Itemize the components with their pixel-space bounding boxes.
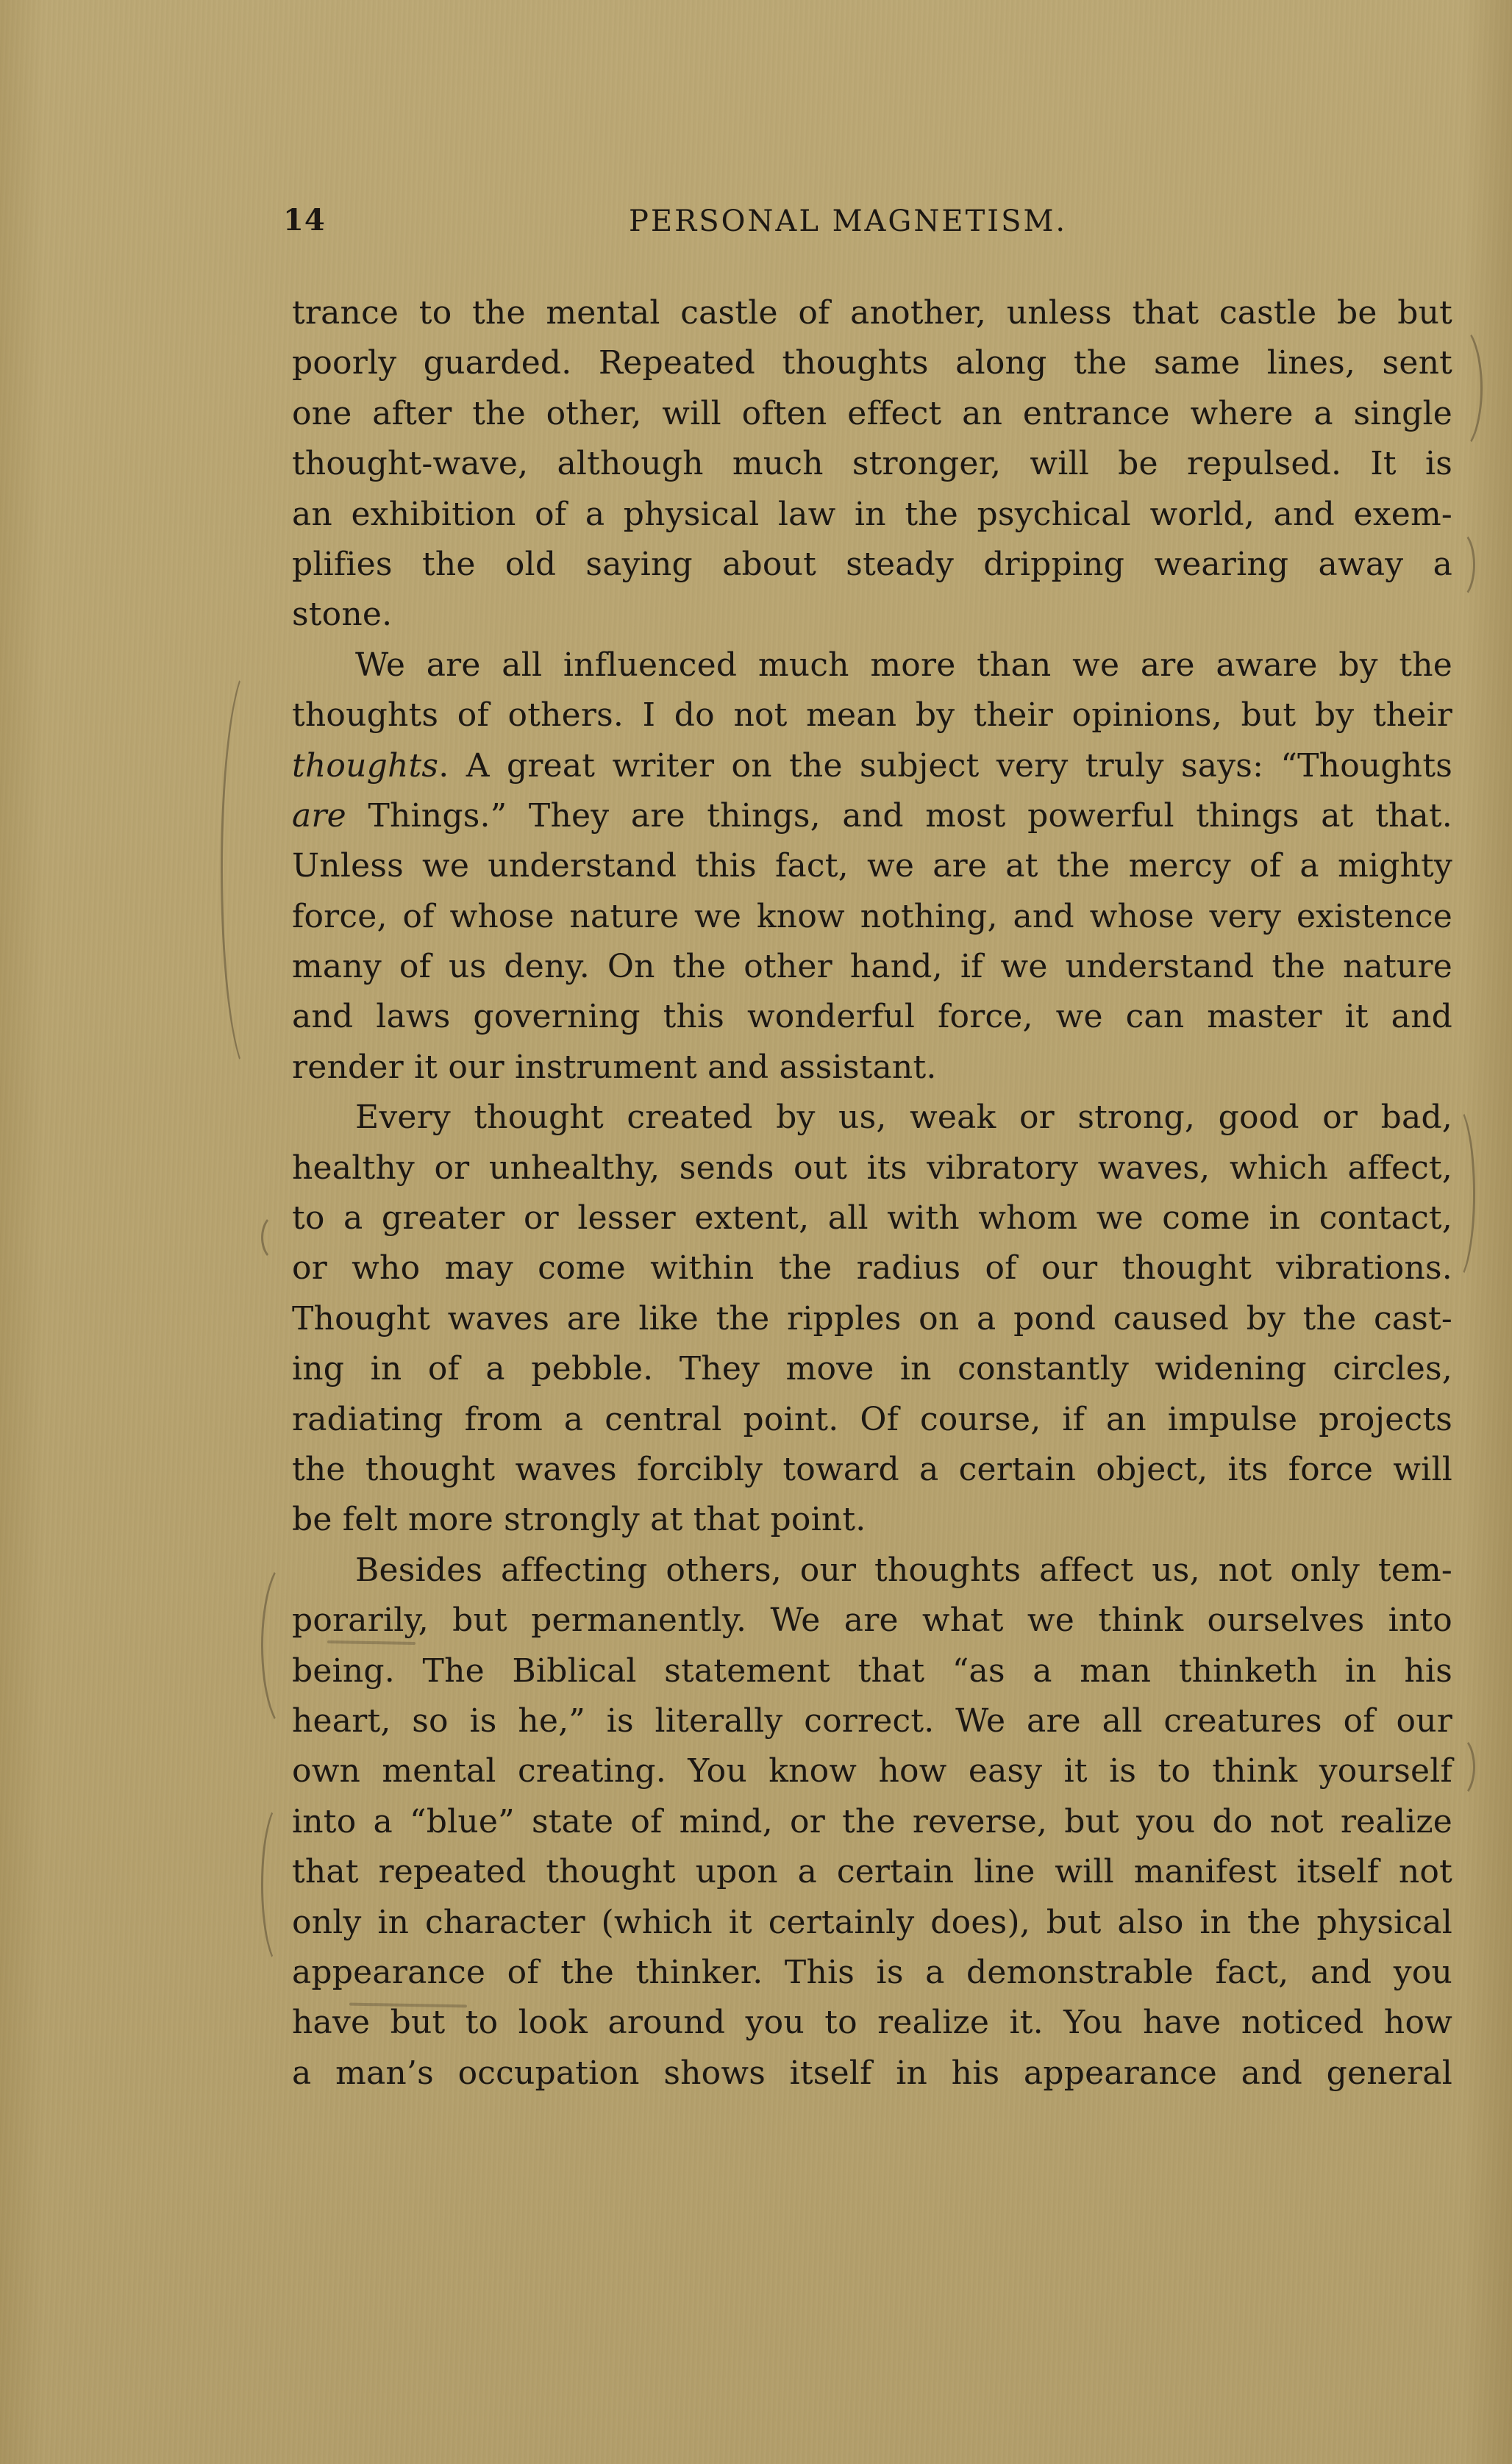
text-line: and laws governing this wonderful force, we can master it and (292, 998, 1452, 1036)
text-line: thought-wave, although much stronger, will be repulsed. It is (292, 445, 1452, 483)
text-line: radiating from a central point. Of course, if an impulse projects (292, 1400, 1452, 1438)
text-line: porarily, but permanently. We are what we think ourselves into (292, 1601, 1452, 1640)
text-line: healthy or unhealthy, sends out its vibratory waves, which affect, (292, 1149, 1452, 1187)
text-line: appearance of the thinker. This is a demonstrable fact, and you (292, 1953, 1452, 1991)
text-line: Every thought created by us, weak or strong, good or bad, (355, 1099, 1452, 1137)
text-line: trance to the mental castle of another, unless that castle be but (292, 294, 1452, 332)
italic-emphasis: thoughts (292, 746, 439, 785)
paragraph-4 (292, 1546, 1452, 2099)
text-line: many of us deny. On the other hand, if we understand the nature (292, 948, 1452, 986)
text-line: Thought waves are like the ripples on a pond caused by the cast- (292, 1299, 1452, 1338)
running-title: PERSONAL MAGNETISM. (629, 204, 1068, 238)
text-line: stone. (292, 596, 393, 634)
running-head (283, 203, 1452, 247)
text-line: ing in of a pebble. They move in constantly widening circles, (292, 1350, 1452, 1388)
text-line: or who may come within the radius of our thought vibrations. (292, 1249, 1452, 1288)
body-text (292, 288, 1452, 2099)
text-line: a man’s occupation shows itself in his appearance and general (292, 2054, 1452, 2092)
text-line: own mental creating. You know how easy it is to think yourself (292, 1752, 1452, 1790)
text-line: only in character (which it certainly does), but also in the physical (292, 1903, 1452, 1941)
text-line: render it our instrument and assistant. (292, 1048, 937, 1086)
text-line: be felt more strongly at that point. (292, 1501, 866, 1539)
text-line-with-italic: are Things.” They are things, and most powerful things at that. (292, 796, 1452, 835)
paragraph-3 (292, 1093, 1452, 1546)
pencil-bracket-mark (221, 662, 284, 1078)
text-line: being. The Biblical statement that “as a man thinketh in his (292, 1651, 1452, 1690)
text-line: to a greater or lesser extent, all with whom we come in contact, (292, 1199, 1452, 1238)
text-line: Besides affecting others, our thoughts affect us, not only tem- (355, 1551, 1452, 1589)
pencil-bracket-mark (261, 1213, 295, 1262)
text-line: heart, so is he,” is literally correct. We are all creatures of our (292, 1701, 1452, 1740)
text-line: We are all influenced much more than we are aware by the (355, 646, 1452, 684)
text-line: force, of whose nature we know nothing, and whose very existence (292, 897, 1452, 935)
text-line: Unless we understand this fact, we are at the mercy of a mighty (292, 847, 1452, 885)
text-line: that repeated thought upon a certain line will manifest itself not (292, 1853, 1452, 1891)
paragraph-1 (292, 288, 1452, 640)
text-line: the thought waves forcibly toward a certain object, its force will (292, 1450, 1452, 1488)
text-line: plifies the old saying about steady dripping wearing away a (292, 545, 1452, 583)
text-line: an exhibition of a physical law in the psychical world, and exem- (292, 495, 1452, 533)
text-line: thoughts of others. I do not mean by their opinions, but by their (292, 696, 1452, 735)
text-line: into a “blue” state of mind, or the reverse, but you do not realize (292, 1802, 1452, 1840)
text-line: one after the other, will often effect an entrance where a single (292, 394, 1452, 432)
text-line: have but to look around you to realize it. You have noticed how (292, 2004, 1452, 2042)
italic-emphasis: are (292, 796, 346, 835)
page-number: 14 (283, 203, 326, 238)
text-line-with-italic: thoughts. A great writer on the subject very truly says: “Thoughts (292, 746, 1452, 785)
paragraph-2 (292, 640, 1452, 1093)
text-line: poorly guarded. Repeated thoughts along the same lines, sent (292, 344, 1452, 382)
